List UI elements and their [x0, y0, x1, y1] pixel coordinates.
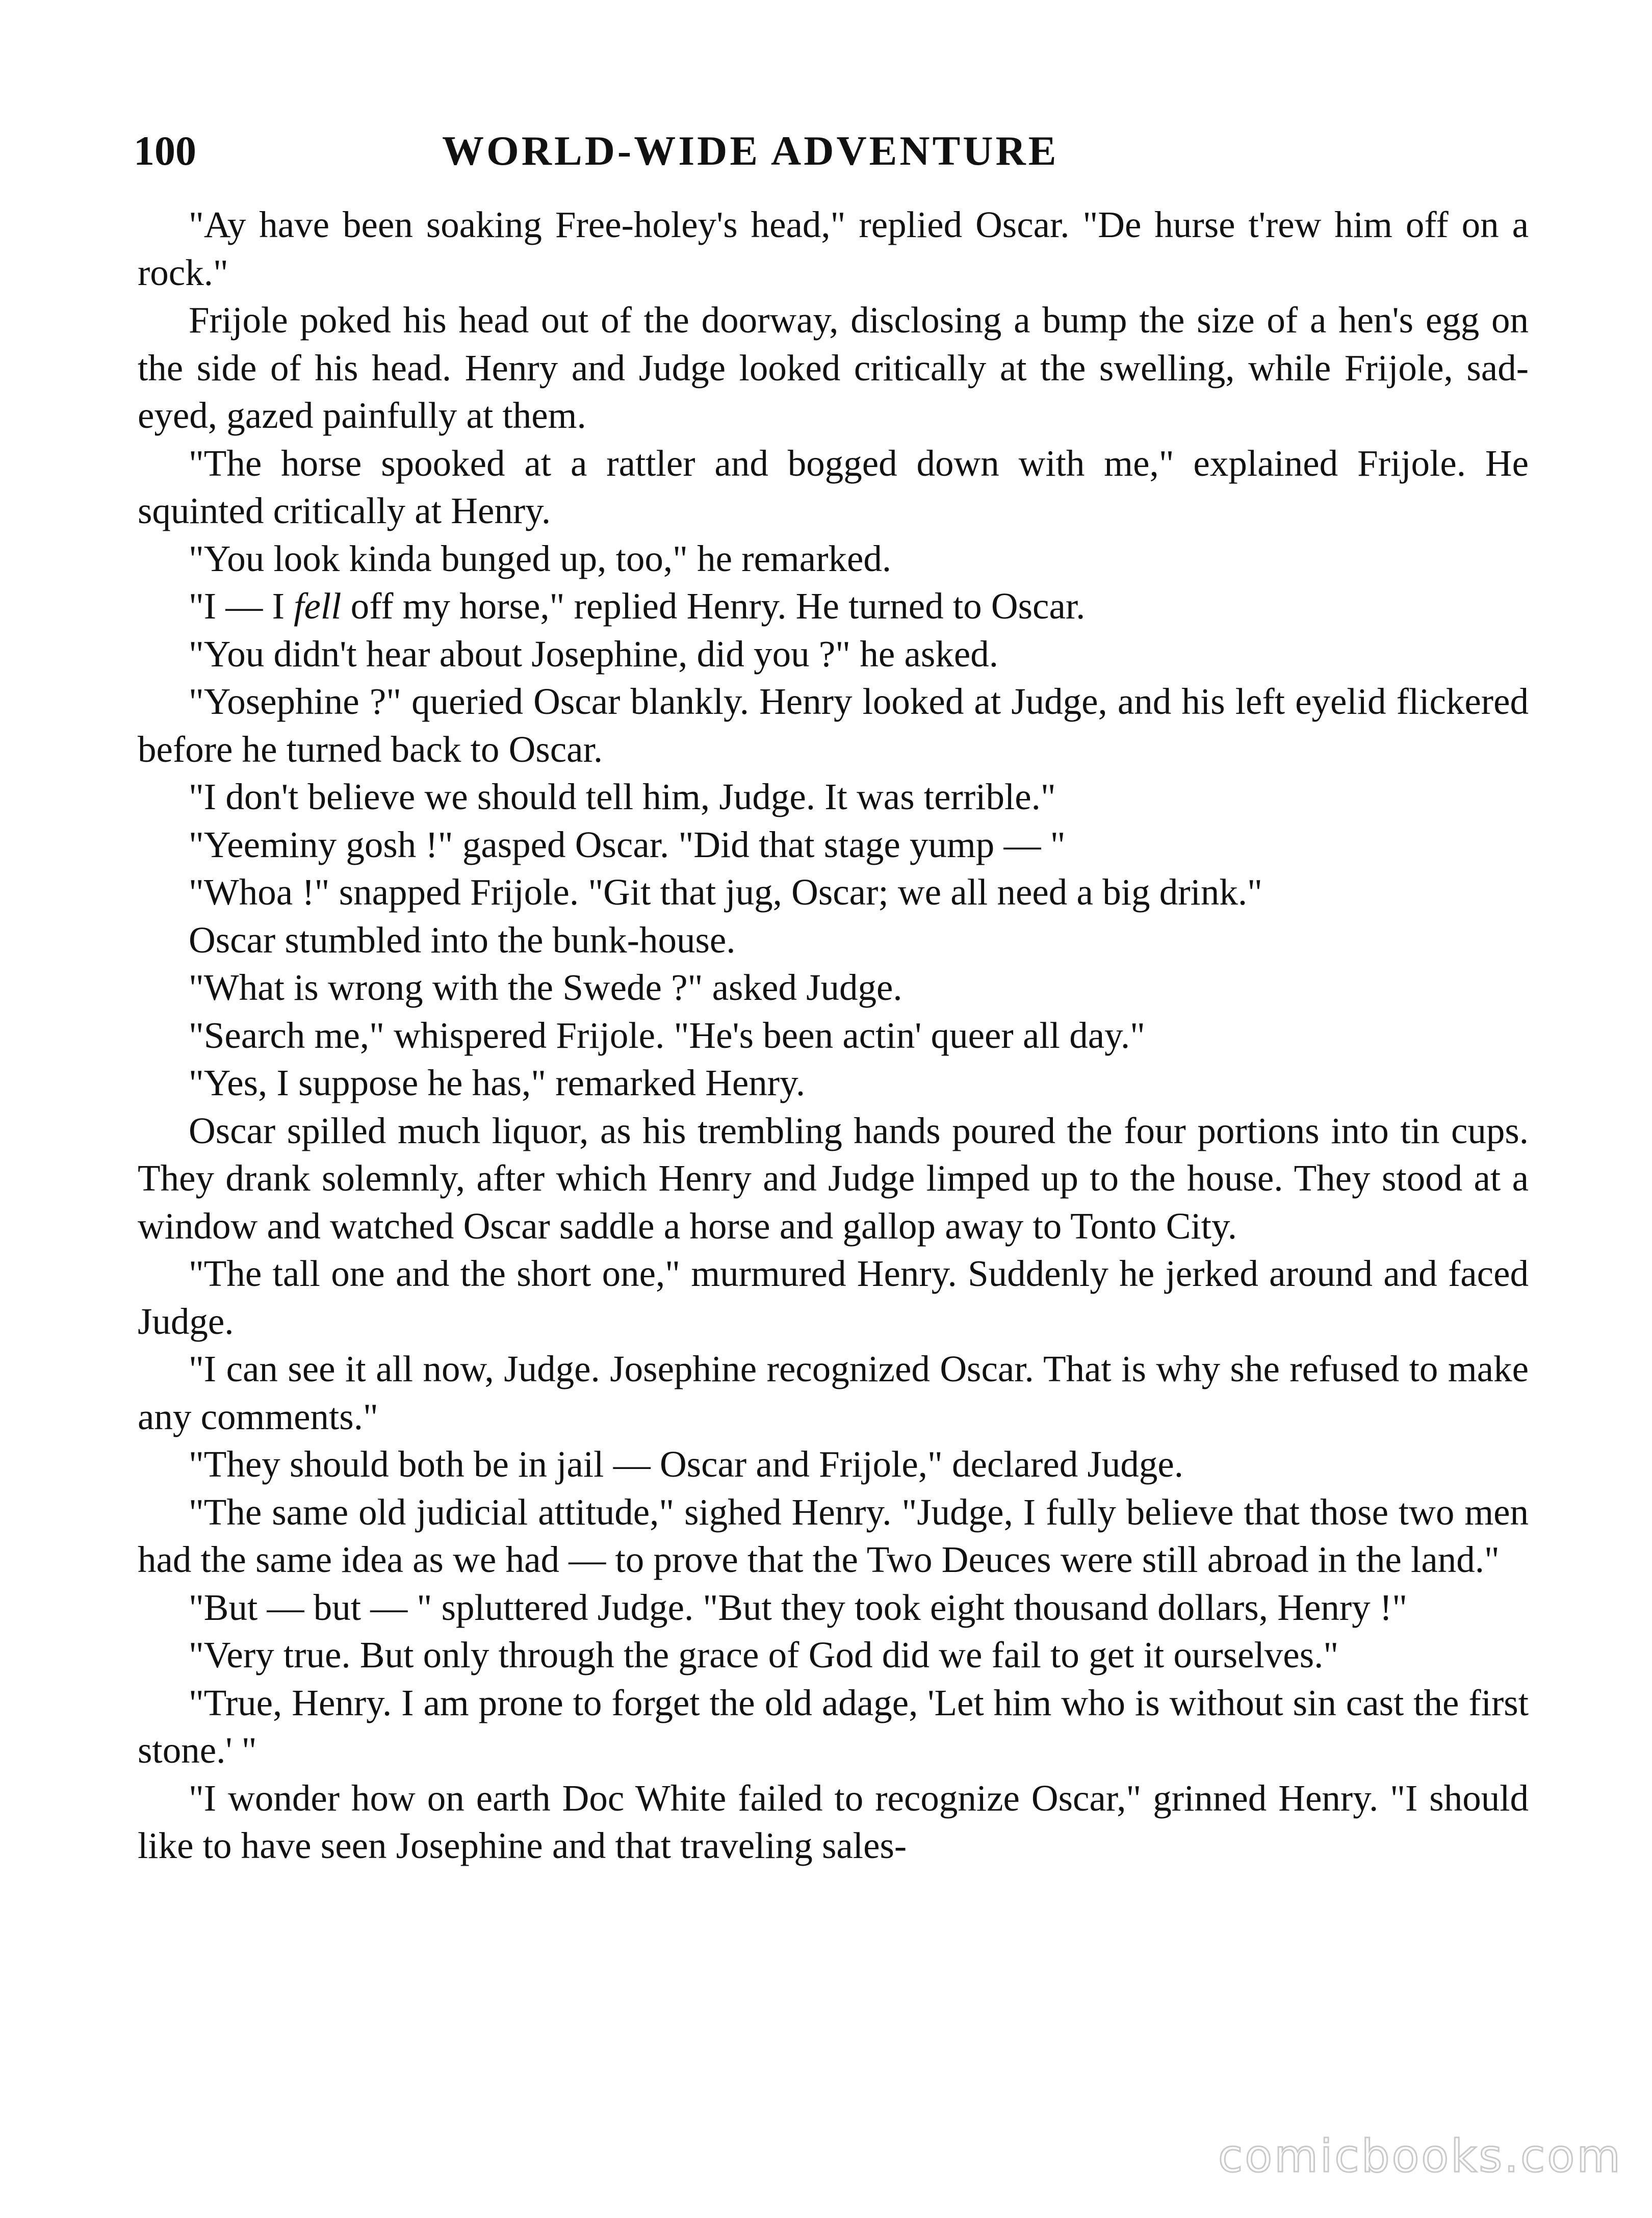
paragraph: "I can see it all now, Judge. Josephine recognized Oscar. That is why she refused to make any comments."	[138, 1348, 1529, 1437]
paragraph	[138, 582, 1529, 630]
paragraph: Oscar stumbled into the bunk-house.	[189, 919, 736, 961]
paragraph: "I wonder how on earth Doc White failed to recognize Oscar," grinned Henry. "I should like to have seen Josephine and that traveling sales-	[138, 1777, 1529, 1866]
paragraph: "What is wrong with the Swede ?" asked Judge.	[189, 967, 902, 1008]
paragraph: "I don't believe we should tell him, Judge. It was terrible."	[189, 776, 1056, 817]
running-title: WORLD-WIDE ADVENTURE	[442, 127, 1059, 174]
paragraph: "Ay have been soaking Free-holey's head," replied Oscar. "De hurse t'rew him off on a rock."	[138, 204, 1529, 293]
paragraph: "The same old judicial attitude," sighed Henry. "Judge, I fully believe that those two men had the same idea as we had — to prove that the Two Deuces were still abroad in the land."	[138, 1491, 1529, 1580]
paragraph: "But — but — " spluttered Judge. "But they took eight thousand dollars, Henry !"	[189, 1586, 1408, 1628]
body-text	[138, 201, 1529, 1870]
page-number: 100	[134, 127, 196, 174]
paragraph: "Yosephine ?" queried Oscar blankly. Henry looked at Judge, and his left eyelid flickered before he turned back to Oscar.	[138, 681, 1529, 770]
paragraph: Oscar spilled much liquor, as his trembling hands poured the four portions into tin cups. They drank solemnly, after which Henry and Judge limped up to the house. They stood at a window and watched Oscar saddle a horse and gallop away to Tonto City.	[138, 1110, 1529, 1247]
paragraph: "Yeeminy gosh !" gasped Oscar. "Did that stage yump — "	[189, 823, 1066, 865]
paragraph: Frijole poked his head out of the doorway, disclosing a bump the size of a hen's egg on the side of his head. Henry and Judge looked critically at the swelling, while Frijole, sad-eyed, gazed painfully at them.	[138, 299, 1529, 436]
paragraph: "Search me," whispered Frijole. "He's been actin' queer all day."	[189, 1014, 1145, 1056]
paragraph: "The tall one and the short one," murmured Henry. Suddenly he jerked around and faced Judge.	[138, 1253, 1529, 1342]
paragraph: "You didn't hear about Josephine, did you ?" he asked.	[189, 633, 998, 675]
emphasized-word: fell	[294, 585, 342, 627]
paragraph: "Very true. But only through the grace of God did we fail to get it ourselves."	[189, 1634, 1339, 1675]
paragraph: "The horse spooked at a rattler and bogged down with me," explained Frijole. He squinted critically at Henry.	[138, 442, 1529, 531]
paragraph: "You look kinda bunged up, too," he remarked.	[189, 537, 892, 579]
page-header	[134, 120, 1531, 182]
paragraph: "Whoa !" snapped Frijole. "Git that jug, Oscar; we all need a big drink."	[189, 871, 1262, 913]
paragraph-text: "I — I	[189, 585, 294, 627]
paragraph: "True, Henry. I am prone to forget the old adage, 'Let him who is without sin cast the first stone.' "	[138, 1682, 1529, 1771]
paragraph: "Yes, I suppose he has," remarked Henry.	[189, 1062, 806, 1103]
paragraph-text: off my horse," replied Henry. He turned to Oscar.	[341, 585, 1086, 627]
watermark: comicbooks.com	[1218, 2130, 1622, 2182]
paragraph: "They should both be in jail — Oscar and Frijole," declared Judge.	[189, 1443, 1184, 1485]
